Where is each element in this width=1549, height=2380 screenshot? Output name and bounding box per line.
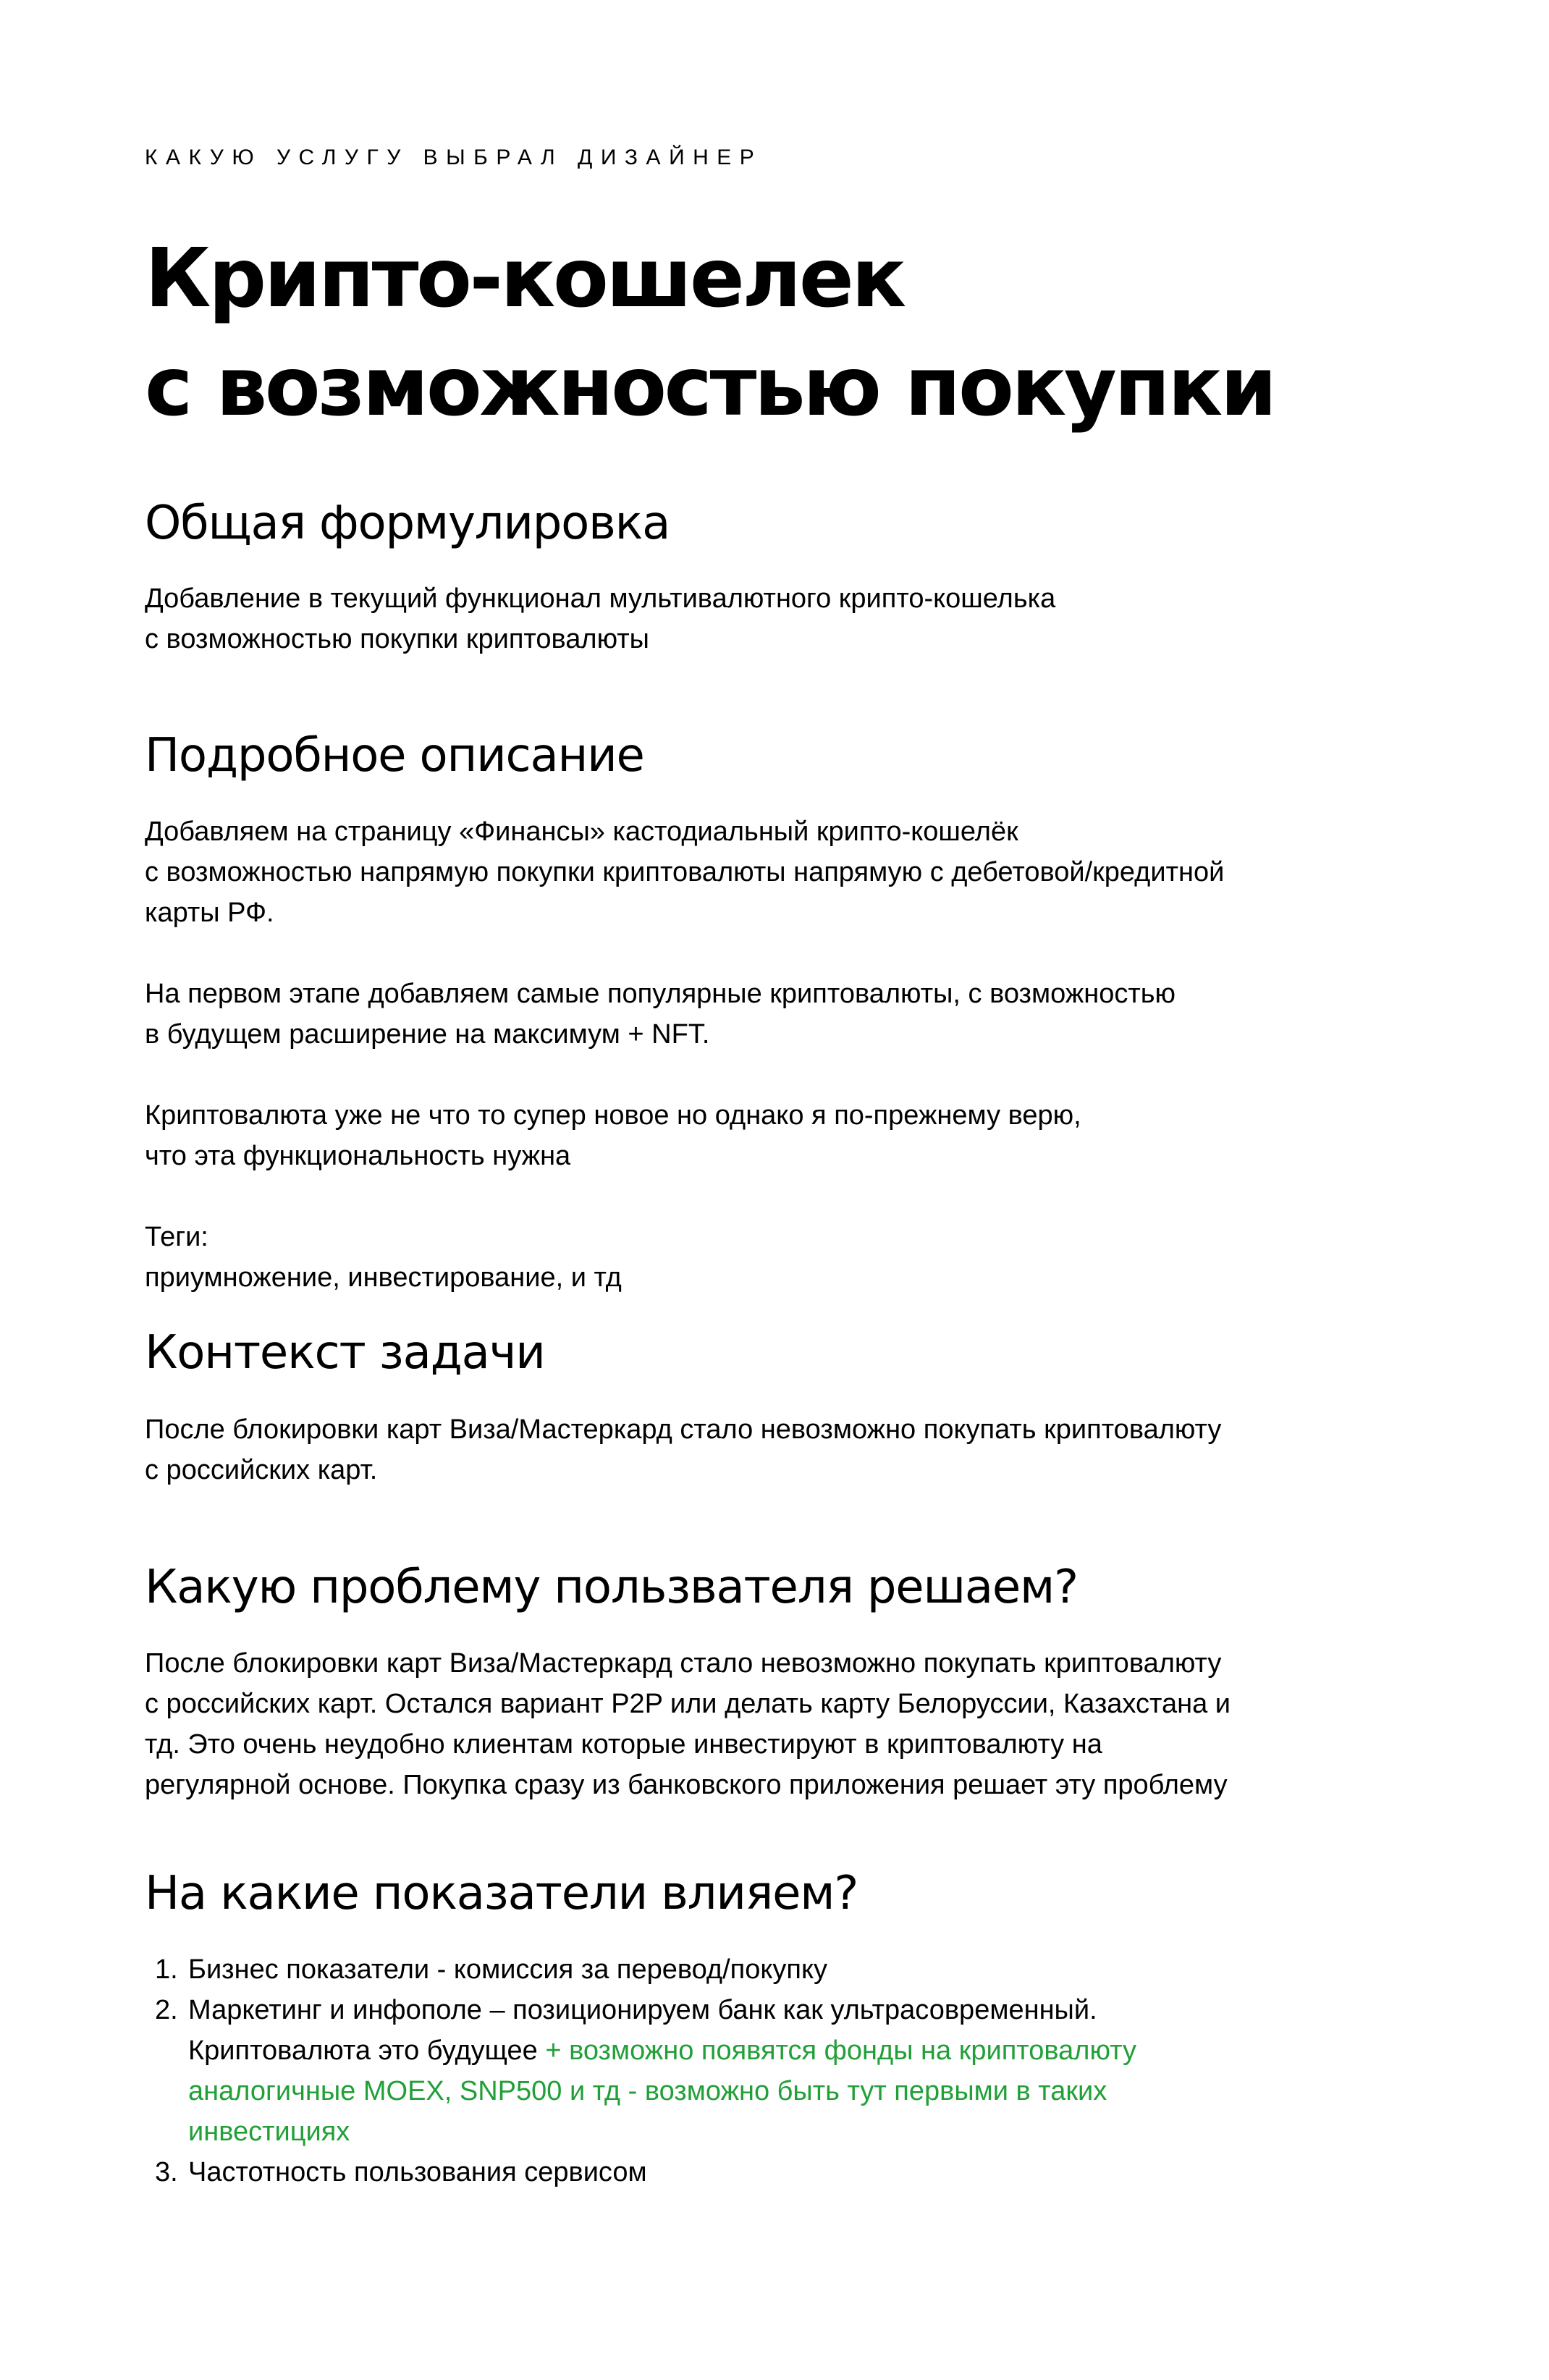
overline-label: КАКУЮ УСЛУГУ ВЫБРАЛ ДИЗАЙНЕР [145, 145, 763, 169]
details-paragraph-2 [145, 974, 1176, 1055]
general-heading: Общая формулировка [145, 497, 670, 550]
tags-label: Теги: [145, 1222, 208, 1252]
details-paragraph-3 [145, 1095, 1081, 1176]
details-paragraph-1 [145, 811, 1224, 933]
list-item [145, 1990, 1136, 2152]
context-line-1: После блокировки карт Виза/Мастеркард стало невозможно покупать криптовалюту [145, 1414, 1222, 1445]
problem-line-2: с российских карт. Остался вариант P2P или делать карту Белоруссии, Казахстана и [145, 1689, 1231, 1719]
details-p1-line-2: с возможностью напрямую покупки криптовалюты напрямую с дебетовой/кредитной [145, 857, 1225, 887]
details-p3-line-1: Криптовалюта уже не что то супер новое но однако я по-прежнему верю, [145, 1100, 1081, 1131]
general-paragraph [145, 578, 1055, 659]
page-title [145, 224, 1275, 442]
tags-block [145, 1217, 622, 1298]
problem-line-4: регулярной основе. Покупка сразу из банковского приложения решает эту проблему [145, 1770, 1228, 1800]
problem-heading: Какую проблему пользвателя решаем? [145, 1561, 1078, 1614]
list-item-text-line-2 [188, 2030, 1136, 2071]
problem-line-1: После блокировки карт Виза/Мастеркард стало невозможно покупать криптовалюту [145, 1648, 1222, 1679]
details-p1-line-3: карты РФ. [145, 898, 274, 928]
context-paragraph [145, 1409, 1221, 1490]
list-item-text-line-3: аналогичные MOEX, SNP500 и тд - возможно быть тут первыми в таких [188, 2076, 1107, 2106]
list-item [145, 2152, 1136, 2193]
context-line-2: с российских карт. [145, 1455, 378, 1485]
problem-line-3: тд. Это очень неудобно клиентам которые инвестируют в криптовалюту на [145, 1729, 1102, 1760]
metrics-heading: На какие показатели влияем? [145, 1867, 858, 1920]
list-item-text-line-1: Маркетинг и инфополе – позиционируем банк как ультрасовременный. [188, 1995, 1097, 2025]
list-item-text-line-4: инвестициях [188, 2117, 350, 2147]
list-item-text-highlight: + возможно появятся фонды на криптовалюту [545, 2035, 1136, 2066]
details-p2-line-1: На первом этапе добавляем самые популярные криптовалюты, с возможностью [145, 979, 1176, 1009]
details-heading: Подробное описание [145, 729, 644, 782]
page-title-line-2: с возможностью покупки [145, 340, 1275, 434]
list-item-number: 1. [155, 1954, 178, 1985]
page-title-line-1: Крипто-кошелек [145, 232, 904, 326]
list-item-number: 2. [155, 1995, 178, 2025]
details-p1-line-1: Добавляем на страницу «Финансы» кастодиальный крипто-кошелёк [145, 816, 1018, 847]
details-p3-line-2: что эта функциональность нужна [145, 1141, 571, 1171]
list-item-text: Бизнес показатели - комиссия за перевод/покупку [188, 1954, 828, 1985]
problem-paragraph [145, 1643, 1231, 1805]
details-p2-line-2: в будущем расширение на максимум + NFT. [145, 1019, 710, 1050]
list-item [145, 1949, 1136, 1990]
list-item-text: Частотность пользования сервисом [188, 2157, 647, 2187]
general-line-1: Добавление в текущий функционал мультивалютного крипто-кошелька [145, 583, 1056, 614]
list-item-number: 3. [155, 2157, 178, 2187]
tags-value: приумножение, инвестирование, и тд [145, 1262, 622, 1293]
context-heading: Контекст задачи [145, 1326, 545, 1380]
list-item-text-black: Криптовалюта это будущее [188, 2035, 546, 2066]
general-line-2: с возможностью покупки криптовалюты [145, 624, 649, 654]
metrics-list [145, 1949, 1136, 2193]
